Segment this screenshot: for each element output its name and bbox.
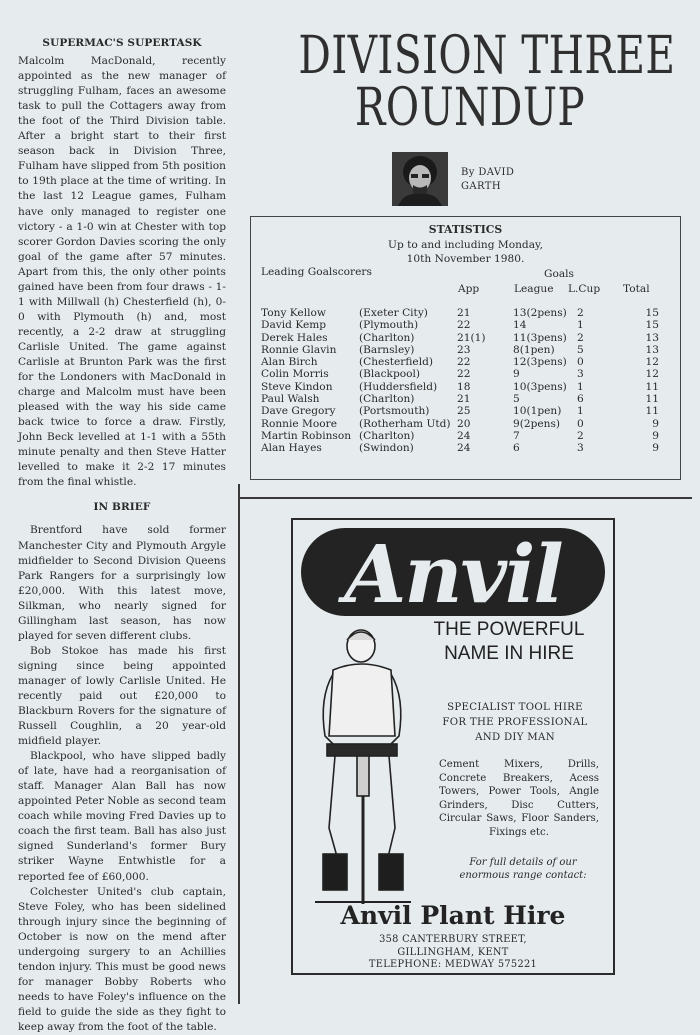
player-club: (Charlton) xyxy=(359,331,415,344)
player-name: Steve Kindon xyxy=(261,380,333,393)
supertask-article: Malcolm MacDonald, recently appointed as the new manager of struggling Fulham, faces an awesome task to pull the Cottagers away from the foot of the Third Division table. After a bright start to their first season back in Division Three, Fulham have slipped from 5th position to 19th place at the time of writing. In the last 12 League games, Fulham have only managed to register one victory - a 1-0 win at Chester with top scorer Gordon Davies scoring the only goal of the game after 57 minutes. Apart from this, the only other points gained have been from four draws - 1-1 with Millwall (h) Chesterfield (h), 0-0 with Plymouth (h) and, most recently, a 2-2 draw at struggling Carlisle United. The game against Carlisle at Brunton Park was the first for the Londoners with MacDonald in charge and Malcolm must have been pleased with the way his side came back twice to force a draw. Firstly, John Beck levelled at 1-1 with a 55th minute penalty and then Steve Hatter levelled to make it 2-2 17 minutes from the final whistle. xyxy=(18,55,226,489)
player-appearances: 24 xyxy=(457,442,471,455)
player-total-goals: 12 xyxy=(645,356,659,369)
advert-tagline-line-1: THE POWERFUL xyxy=(433,619,585,640)
player-appearances: 24 xyxy=(457,429,471,442)
player-appearances: 18 xyxy=(457,380,471,393)
advert-address xyxy=(293,934,613,972)
player-league-goals: 6 xyxy=(513,442,520,455)
brief-paragraph: Blackpool, who have slipped badly of late, have had a reorganisation of staff. Manager Alan Ball has now appointed Peter Noble as second team coach while moving Fred Davies up to coach the first team. Ball has also just signed Sunderland's former Bury striker Wayne Entwhistle for a reported fee of £60,000. xyxy=(18,750,226,883)
total-column-header: Total xyxy=(623,283,650,295)
player-lcup-goals: 2 xyxy=(577,429,584,442)
player-lcup-goals: 2 xyxy=(577,331,584,344)
table-row xyxy=(261,356,659,368)
player-total-goals: 11 xyxy=(645,380,659,393)
advert-tagline xyxy=(409,618,609,666)
column-divider xyxy=(238,484,240,1004)
brief-paragraph: Brentford have sold former Manchester City and Plymouth Argyle midfielder to Second Division Queens Park Rangers for a surprisingly low £20,000. With this latest move, Silkman, who nearly signed for Gillingham last season, has now played for seven different clubs. xyxy=(18,524,226,642)
in-brief-article xyxy=(18,523,226,1035)
player-name: Ronnie Glavin xyxy=(261,343,337,356)
player-appearances: 21 xyxy=(457,393,471,406)
tool-list-line: Grinders, Disc Cutters, xyxy=(439,799,599,811)
player-name: Colin Morris xyxy=(261,368,329,381)
table-row xyxy=(261,368,659,380)
player-name: Martin Robinson xyxy=(261,429,352,442)
player-total-goals: 15 xyxy=(645,319,659,332)
section-divider xyxy=(240,497,692,499)
player-club: (Chesterfield) xyxy=(359,356,433,369)
player-club: (Huddersfield) xyxy=(359,380,438,393)
player-club: (Swindon) xyxy=(359,442,414,455)
byline-line-1: By DAVID xyxy=(461,167,515,178)
page-headline xyxy=(298,26,676,138)
player-league-goals: 9 xyxy=(513,368,520,381)
player-total-goals: 13 xyxy=(645,331,659,344)
player-club: (Charlton) xyxy=(359,393,415,406)
left-column xyxy=(18,36,226,1035)
statistics-title: STATISTICS xyxy=(428,223,503,236)
anvil-advert xyxy=(291,518,615,975)
player-lcup-goals: 1 xyxy=(577,319,584,332)
contact-line-2: enormous range contact: xyxy=(459,870,587,881)
player-total-goals: 12 xyxy=(645,368,659,381)
headline-line-1: DIVISION THREE xyxy=(298,26,676,86)
player-appearances: 20 xyxy=(457,417,471,430)
player-lcup-goals: 3 xyxy=(577,442,584,455)
table-row xyxy=(261,344,659,356)
player-total-goals: 11 xyxy=(645,393,659,406)
player-appearances: 23 xyxy=(457,343,471,356)
address-line-3: TELEPHONE: MEDWAY 575221 xyxy=(368,959,538,970)
player-name: Ronnie Moore xyxy=(261,417,337,430)
tool-list-line: Cement Mixers, Drills, xyxy=(439,759,599,770)
tool-list-line: Fixings etc. xyxy=(489,826,549,838)
leading-goalscorers-label: Leading Goalscorers xyxy=(261,266,372,278)
player-club: (Exeter City) xyxy=(359,307,428,319)
table-row xyxy=(261,405,659,417)
player-total-goals: 9 xyxy=(652,417,659,430)
goalscorers-table xyxy=(261,307,659,455)
author-portrait xyxy=(392,152,448,206)
player-name: Paul Walsh xyxy=(261,393,320,406)
brief-paragraph: Bob Stokoe has made his first signing since being appointed manager of lowly Carlisle United. He recently paid out £20,000 to Blackburn Rovers for the signature of Russell Coughlin, a 20 year-old midfield player. xyxy=(18,644,226,748)
table-row xyxy=(261,418,659,430)
advert-tool-list xyxy=(439,758,599,839)
player-league-goals: 8(1pen) xyxy=(513,343,555,356)
player-club: (Plymouth) xyxy=(359,319,419,332)
player-appearances: 22 xyxy=(457,368,471,381)
player-total-goals: 15 xyxy=(645,307,659,319)
player-league-goals: 5 xyxy=(513,393,520,406)
advert-contact-text xyxy=(443,856,603,882)
player-lcup-goals: 0 xyxy=(577,417,584,430)
tool-list-line: Circular Saws, Floor Sanders, xyxy=(439,813,599,824)
player-total-goals: 9 xyxy=(652,442,659,455)
lcup-column-header: L.Cup xyxy=(568,283,601,295)
table-row xyxy=(261,332,659,344)
player-appearances: 25 xyxy=(457,405,471,418)
player-league-goals: 7 xyxy=(513,429,520,442)
player-appearances: 21(1) xyxy=(457,331,486,344)
player-league-goals: 10(1pen) xyxy=(513,405,562,418)
specialist-line-2: FOR THE PROFESSIONAL xyxy=(442,717,588,728)
player-club: (Charlton) xyxy=(359,429,415,442)
player-appearances: 22 xyxy=(457,356,471,369)
anvil-logo xyxy=(301,527,605,621)
player-name: Alan Birch xyxy=(261,356,318,369)
advert-specialist-text xyxy=(425,700,605,745)
statistics-subtitle-line-2: 10th November 1980. xyxy=(406,253,525,265)
player-league-goals: 11(3pens) xyxy=(513,331,567,344)
address-line-1: 358 CANTERBURY STREET, xyxy=(379,934,527,945)
statistics-subtitle-line-1: Up to and including Monday, xyxy=(388,239,543,251)
anvil-logo-text: Anvil xyxy=(344,527,562,621)
player-club: (Blackpool) xyxy=(359,368,421,381)
specialist-line-3: AND DIY MAN xyxy=(475,732,555,743)
statistics-box xyxy=(250,216,681,480)
advert-company-name: Anvil Plant Hire xyxy=(340,901,566,930)
player-lcup-goals: 5 xyxy=(577,343,584,356)
table-row xyxy=(261,319,659,331)
player-total-goals: 9 xyxy=(652,429,659,442)
player-name: David Kemp xyxy=(261,319,327,332)
table-row xyxy=(261,381,659,393)
advert-tagline-line-2: NAME IN HIRE xyxy=(444,643,574,664)
player-lcup-goals: 1 xyxy=(577,380,584,393)
goals-header: Goals xyxy=(544,268,574,280)
headline-line-2: ROUNDUP xyxy=(354,78,586,138)
brief-paragraph: Colchester United's club captain, Steve Foley, who has been sidelined through injury since the beginning of October is now on the mend after undergoing surgery to an Achillies tendon injury. This must be good news for manager Bobby Roberts who needs to have Foley's influence on the field to guide the side as they fight to keep away from the foot of the table. xyxy=(18,885,226,1033)
player-appearances: 22 xyxy=(457,319,471,332)
specialist-line-1: SPECIALIST TOOL HIRE xyxy=(447,702,583,713)
player-league-goals: 12(3pens) xyxy=(513,356,567,369)
player-name: Derek Hales xyxy=(261,331,328,344)
player-club: (Rotherham Utd) xyxy=(359,417,451,430)
table-row xyxy=(261,393,659,405)
table-row xyxy=(261,430,659,442)
player-club: (Barnsley) xyxy=(359,343,415,356)
supertask-heading: SUPERMAC'S SUPERTASK xyxy=(42,37,202,49)
player-lcup-goals: 1 xyxy=(577,405,584,418)
player-lcup-goals: 6 xyxy=(577,393,584,406)
contact-line-1: For full details of our xyxy=(469,857,577,868)
player-lcup-goals: 0 xyxy=(577,356,584,369)
address-line-2: GILLINGHAM, KENT xyxy=(397,946,509,958)
app-column-header: App xyxy=(458,283,480,295)
byline xyxy=(461,166,514,194)
player-league-goals: 9(2pens) xyxy=(513,417,561,430)
player-club: (Portsmouth) xyxy=(359,405,430,418)
player-total-goals: 13 xyxy=(645,343,659,356)
statistics-subtitle xyxy=(251,238,680,266)
tool-list-line: Concrete Breakers, Acess xyxy=(439,772,599,784)
league-column-header: League xyxy=(514,283,554,295)
table-row xyxy=(261,442,659,454)
table-row xyxy=(261,307,659,319)
player-name: Dave Gregory xyxy=(261,405,336,418)
player-league-goals: 14 xyxy=(513,319,527,332)
player-name: Alan Hayes xyxy=(261,442,322,455)
player-league-goals: 10(3pens) xyxy=(513,380,567,393)
in-brief-heading: IN BRIEF xyxy=(93,501,151,514)
player-appearances: 21 xyxy=(457,307,471,319)
tool-list-line: Towers, Power Tools, Angle xyxy=(439,786,599,797)
player-league-goals: 13(2pens) xyxy=(513,307,567,319)
player-name: Tony Kellow xyxy=(261,307,326,319)
player-lcup-goals: 3 xyxy=(577,368,584,381)
player-total-goals: 11 xyxy=(645,405,659,418)
player-lcup-goals: 2 xyxy=(577,307,584,319)
workman-illustration xyxy=(303,618,421,910)
byline-line-2: GARTH xyxy=(461,181,501,192)
